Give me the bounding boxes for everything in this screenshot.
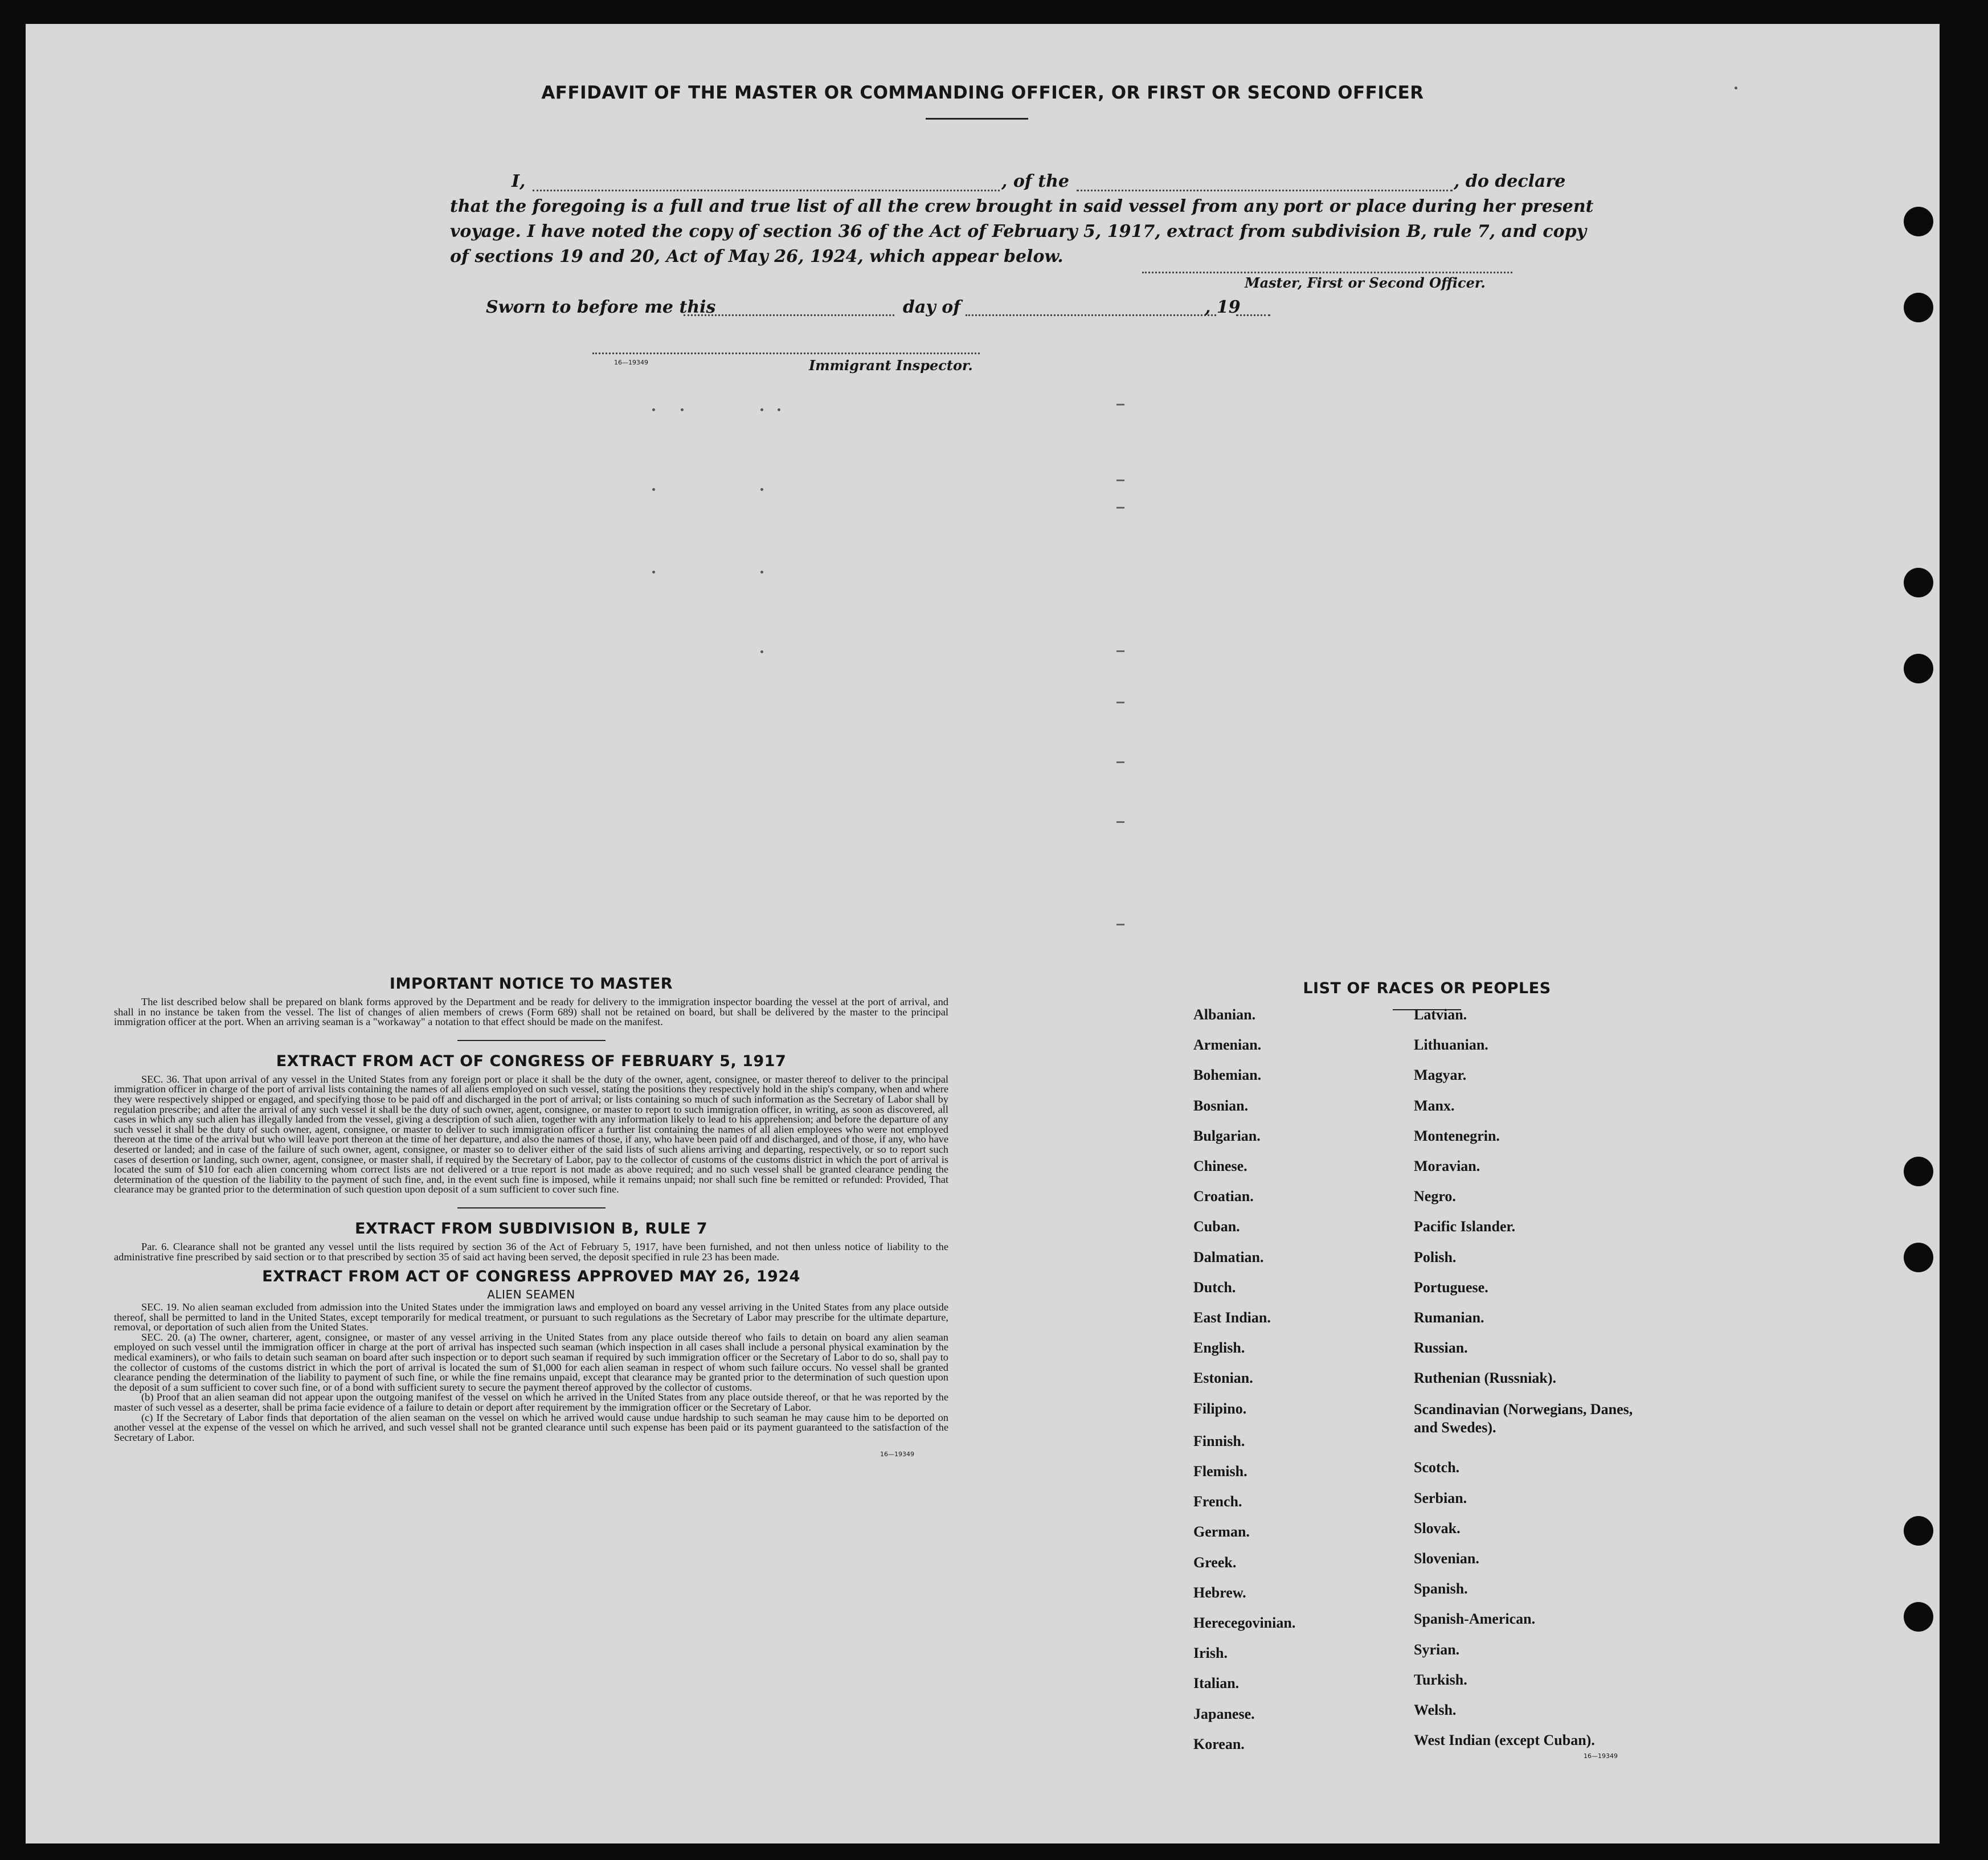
race-item: Flemish. [1193, 1463, 1247, 1480]
declarant-prefix: I, [512, 171, 526, 191]
races-title: LIST OF RACES OR PEOPLES [1303, 980, 1551, 997]
race-item: Negro. [1414, 1188, 1456, 1205]
race-item: East Indian. [1193, 1309, 1271, 1326]
affidavit-title: AFFIDAVIT OF THE MASTER OR COMMANDING OFFICER, OR FIRST OR SECOND OFFICER [541, 83, 1424, 103]
sworn-day-blank[interactable] [684, 314, 894, 316]
race-item: Manx. [1414, 1097, 1455, 1114]
race-item: Italian. [1193, 1675, 1240, 1692]
race-item: Polish. [1414, 1248, 1457, 1265]
speck [760, 650, 763, 653]
race-item: West Indian (except Cuban). [1414, 1732, 1595, 1749]
signature-blank[interactable] [1142, 272, 1512, 273]
sworn-year-blank[interactable] [1236, 314, 1270, 316]
speck [652, 488, 655, 491]
faint-mark [1116, 507, 1124, 509]
sworn-day-label: day of [903, 297, 961, 317]
race-item: Russian. [1414, 1339, 1468, 1357]
signature-label: Master, First or Second Officer. [1245, 275, 1486, 291]
inspector-label: Immigrant Inspector. [809, 357, 973, 374]
extract-1917-text: SEC. 36. That upon arrival of any vessel in the United States from any foreign port or place it shall be the duty of the owner, agent, consignee, or master thereof to deliver to the principal immigration officer in charge of the port of arrival lists containing the names of all aliens employed on such vessel, stating the positions they respectively hold in the ship's company, when and where they were respectively shipped or engaged, and specifying those to be paid off and discharged in the port of arrival; or lists containing so much of such information as the Secretary of Labor shall by regulation prescribe; and after the arrival of any such vessel it shall be the duty of such owner, agent, consignee, or master to report to such immigration officer, in writing, as soon as discovered, all cases in which any such alien has illegally landed from the vessel, giving a description of such alien, together with any information likely to lead to his apprehension; and before the departure of any such vessel it shall be the duty of such owner, agent, consignee, or master to deliver to such immigration officer a further list containing the names of all alien employees who were not employed thereon at the time of the arrival but who will leave port thereon at the time of her departure, and also the names of those, if any, who have been paid off and discharged, and of those, if any, who have deserted or landed; and in case of the failure of such owner, agent, consignee, or master so to deliver either of the said lists of such aliens arriving and departing, respectively, or so to report such cases of desertion or landing, such owner, agent, consignee, or master shall, if required by the Secretary of Labor, pay to the collector of customs of the customs district in which the port of arrival is located the sum of $10 for each alien concerning whom correct lists are not delivered or a true report is not made as above required; and no such vessel shall be granted clearance pending the determination of the question of the liability to the payment of such fine, and, in the event such fine is imposed, while it remains unpaid; nor shall such fine be remitted or refunded: Provided, That clearance may be granted prior to the determination of such question upon deposit of a sum sufficient to cover such fine. [114, 1073, 948, 1195]
faint-mark [1116, 924, 1124, 925]
binder-hole [1904, 568, 1933, 597]
race-item: German. [1193, 1523, 1250, 1541]
extract-1924-sec19: SEC. 19. No alien seaman excluded from admission into the United States under the immigration laws and employed on board any vessel arriving in the United States from any place outside thereof, shall be permitted to land in the United States, except temporarily for medical treatment, or pursuant to such regulations as the Secretary of Labor may prescribe for the ultimate departure, removal, or deportation of such alien from the United States. [114, 1301, 948, 1333]
binder-hole [1904, 1516, 1933, 1546]
race-item: Greek. [1193, 1554, 1237, 1571]
race-item: Slovenian. [1414, 1550, 1479, 1567]
vessel-name-blank[interactable] [1077, 190, 1453, 191]
speck [760, 571, 763, 573]
faint-mark [1116, 821, 1124, 823]
binder-hole [1904, 1602, 1933, 1632]
binder-hole [1904, 1157, 1933, 1186]
inspector-signature-blank[interactable] [592, 353, 980, 354]
form-number: 16—19349 [614, 359, 648, 366]
speck [652, 571, 655, 573]
separator [457, 1207, 606, 1208]
race-item: Filipino. [1193, 1400, 1247, 1417]
title-underline [926, 118, 1028, 120]
race-item: Lithuanian. [1414, 1036, 1488, 1054]
race-item: Dalmatian. [1193, 1248, 1264, 1265]
race-item: Korean. [1193, 1735, 1245, 1752]
extract-rule7-text: Par. 6. Clearance shall not be granted any vessel until the lists required by section 36 of the Act of February 5, 1917, have been furnished, and not then unless notice of liability to the administrative fine prescribed by said section or to that prescribed by section 35 of said act having been served, the deposit specified in rule 23 has been made. [114, 1240, 948, 1263]
sworn-month-blank[interactable] [966, 314, 1216, 316]
race-item: Bosnian. [1193, 1097, 1249, 1114]
race-item: Herecegovinian. [1193, 1615, 1296, 1631]
notice-form-number: 16—19349 [880, 1451, 914, 1458]
race-item: Turkish. [1414, 1671, 1467, 1688]
race-item: Finnish. [1193, 1432, 1245, 1449]
race-item: Welsh. [1414, 1701, 1457, 1718]
race-item: Montenegrin. [1414, 1127, 1500, 1144]
faint-mark [1116, 480, 1124, 481]
binder-hole [1904, 654, 1933, 683]
race-item: Albanian. [1193, 1006, 1256, 1023]
race-item: English. [1193, 1339, 1245, 1357]
extract-1924-sec20a: SEC. 20. (a) The owner, charterer, agent, consignee, or master of any vessel arriving in the United States from any place outside thereof who fails to detain on board any alien seaman employed on such vessel until the immigration officer in charge at the port of arrival has inspected such seaman (which inspection in all cases shall include a personal physical examination by the medical examiners), or who fails to detain such seaman on board after such inspection or to deport such seaman if required by such immigration officer or the Secretary of Labor to do so, shall pay to the collector of customs of the customs district in which the port of arrival is located the sum of $1,000 for each alien seaman in respect of whom such failure occurs. No vessel shall be granted clearance pending the determination of the liability to payment of such fine, or while the fine remains unpaid, except that clearance may be granted prior to the determination of such question upon the deposit of a sum sufficient to cover such fine, or of a bond with sufficient surety to secure the payment thereof approved by the collector of customs. [114, 1331, 948, 1393]
speck [652, 408, 655, 411]
notice-column [114, 975, 948, 1458]
race-item: Serbian. [1414, 1489, 1467, 1506]
race-item: Pacific Islander. [1414, 1218, 1516, 1235]
race-item: Croatian. [1193, 1188, 1254, 1205]
extract-1924-sec20c: (c) If the Secretary of Labor finds that deportation of the alien seaman on the vessel on which he arrived would cause undue hardship to such seaman he may cause him to be deported on another vessel at the expense of the vessel on which he arrived, and such vessel shall not be granted clearance until such expense has been paid or its payment guaranteed to the satisfaction of the Secretary of Labor. [114, 1411, 948, 1443]
declarant-name-blank[interactable] [533, 190, 1000, 191]
race-item: Hebrew. [1193, 1584, 1246, 1601]
speck [760, 408, 763, 411]
sworn-prefix: Sworn to before me this [486, 297, 716, 317]
form-page [26, 24, 1940, 1843]
race-item: Irish. [1193, 1645, 1228, 1662]
binder-hole [1904, 293, 1933, 322]
separator [457, 1040, 606, 1041]
speck [681, 408, 684, 411]
race-item: Bulgarian. [1193, 1127, 1261, 1144]
binder-hole [1904, 1243, 1933, 1272]
race-item: Scandinavian (Norwegians, Danes, and Swedes). [1414, 1400, 1633, 1436]
race-item: Magyar. [1414, 1067, 1467, 1084]
faint-mark [1116, 650, 1124, 652]
race-item: Moravian. [1414, 1158, 1480, 1174]
sworn-year-label: , 19 [1205, 297, 1241, 317]
declaration-line [450, 169, 1604, 194]
faint-mark [1116, 761, 1124, 763]
race-item: French. [1193, 1493, 1242, 1510]
race-item: Portuguese. [1414, 1279, 1488, 1296]
race-item: Bohemian. [1193, 1067, 1262, 1084]
race-item: Ruthenian (Russniak). [1414, 1370, 1556, 1387]
race-item: Rumanian. [1414, 1309, 1484, 1326]
affidavit-text [450, 169, 1604, 269]
extract-1917-title: EXTRACT FROM ACT OF CONGRESS OF FEBRUARY 5, 1917 [276, 1052, 787, 1070]
speck [760, 488, 763, 491]
race-item: Dutch. [1193, 1279, 1236, 1296]
race-item: Japanese. [1193, 1705, 1255, 1722]
race-item: Latvian. [1414, 1006, 1467, 1023]
race-item: Armenian. [1193, 1036, 1262, 1054]
notice-title: IMPORTANT NOTICE TO MASTER [389, 975, 673, 993]
extract-1924-title: EXTRACT FROM ACT OF CONGRESS APPROVED MAY 26, 1924 [262, 1268, 800, 1286]
extract-rule7-title: EXTRACT FROM SUBDIVISION B, RULE 7 [354, 1219, 708, 1238]
speck [778, 408, 780, 411]
notice-text: The list described below shall be prepared on blank forms approved by the Department and be ready for delivery to the immigration inspector boarding the vessel at the port of arrival, and shall in no instance be taken from the vessel. The list of changes of alien members of crews (Form 689) shall not be retained on board, but shall be delivered by the master to the principal immigration officer at the port. When an arriving seaman is a "workaway" a notation to that effect should be made on the manifest. [114, 996, 948, 1028]
extract-1924-subtitle: ALIEN SEAMEN [487, 1288, 575, 1302]
faint-mark [1116, 404, 1124, 405]
race-item: Scotch. [1414, 1459, 1460, 1476]
faint-mark [1116, 702, 1124, 703]
race-item: Spanish. [1414, 1580, 1468, 1597]
race-item: Estonian. [1193, 1370, 1253, 1387]
extract-1924-sec20b: (b) Proof that an alien seaman did not appear upon the outgoing manifest of the vessel on which he arrived in the United States from any place outside thereof, or that he was reported by the master of such vessel as a deserter, shall be prima facie evidence of a failure to detain or deport after requirement by the immigration officer or the Secretary of Labor. [114, 1391, 948, 1414]
races-form-number: 16—19349 [1584, 1752, 1618, 1760]
race-item: Spanish-American. [1414, 1611, 1536, 1628]
race-item: Syrian. [1414, 1641, 1460, 1658]
race-item: Slovak. [1414, 1519, 1461, 1537]
binder-hole [1904, 207, 1933, 236]
of-the-label: , of the [1001, 171, 1070, 191]
speck [1735, 87, 1737, 89]
race-item: Chinese. [1193, 1158, 1247, 1174]
race-item: Cuban. [1193, 1218, 1240, 1235]
affidavit-body: that the foregoing is a full and true list of all the crew brought in said vessel from any port or place during her present voyage. I have noted the copy of section 36 of the Act of February 5, 1917, extract from subdivision B, rule 7, and copy of sections 19 and 20, Act of May 26, 1924, which appear below. [450, 196, 1594, 267]
declare-label: , do declare [1454, 171, 1566, 191]
